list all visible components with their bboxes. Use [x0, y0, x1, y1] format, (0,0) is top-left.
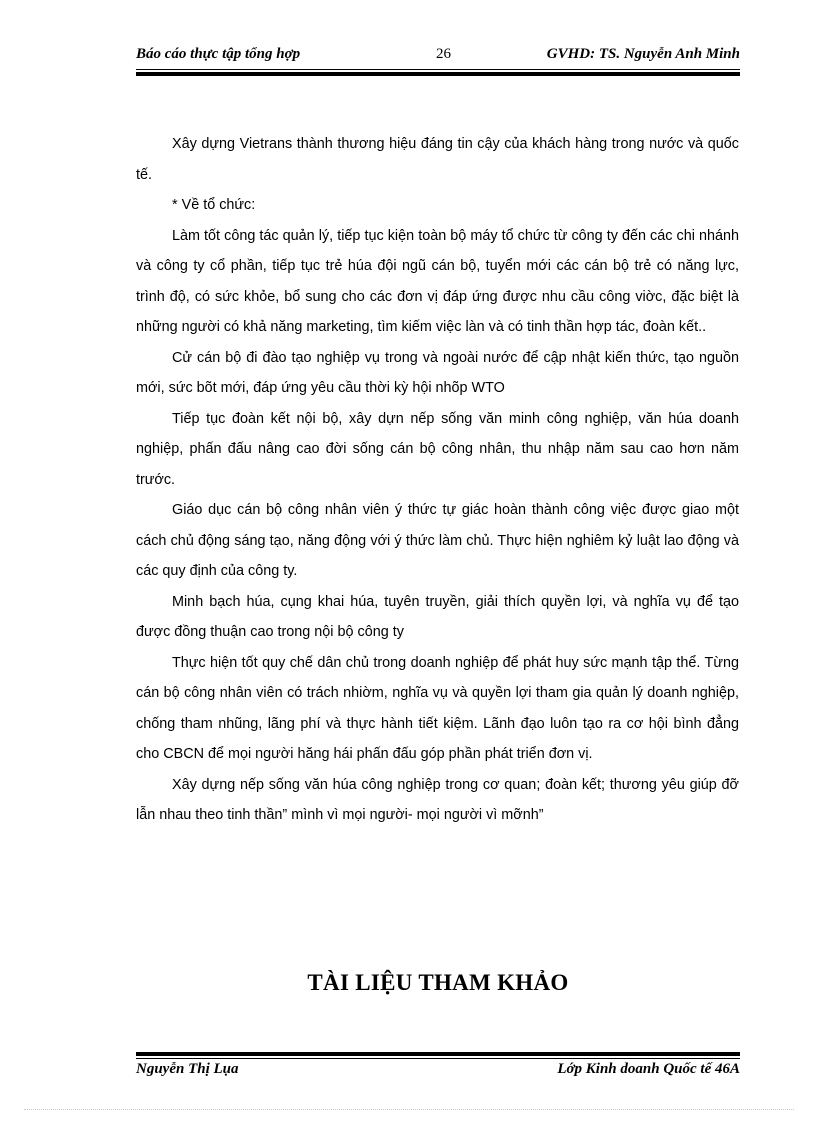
footer-rule-thick: [136, 1052, 740, 1056]
header-rule-thin: [136, 69, 740, 70]
paragraph: Xây dựng nếp sống văn húa công nghiệp trong cơ quan; đoàn kết; thương yêu giúp đỡ lẫn nhau theo tinh thần” mình vì mọi người- mọi người vì mỡnh”: [136, 776, 739, 823]
paragraph: Giáo dục cán bộ công nhân viên ý thức tự giác hoàn thành công việc được giao một cách chủ động sáng tạo, năng động với ý thức làm chủ. Thực hiện nghiêm kỷ luật lao động và các quy định của công ty.: [136, 502, 739, 579]
report-title: Báo cáo thực tập tổng hợp: [136, 46, 301, 62]
page-number: 26: [436, 46, 451, 62]
paragraph: Thực hiện tốt quy chế dân chủ trong doanh nghiệp để phát huy sức mạnh tập thể. Từng cán bộ công nhân viên có trách nhiờm, nghĩa vụ và quyền lợi tham gia quản lý doanh nghiệp, chống tham nhũng, lãng phí và thực hành tiết kiệm. Lãnh đạo luôn tạo ra cơ hội bình đẳng cho CBCN để mọi người hăng hái phấn đấu góp phần phát triển đơn vị.: [136, 654, 739, 762]
page-footer: [136, 1061, 740, 1083]
footer-rule-thin: [136, 1058, 740, 1059]
advisor-name: GVHD: TS. Nguyễn Anh Minh: [546, 46, 740, 62]
header-rule-thick: [136, 72, 740, 76]
paragraph: * Về tổ chức:: [172, 197, 256, 213]
paragraph: Cử cán bộ đi đào tạo nghiệp vụ trong và ngoài nước để cập nhật kiến thức, tạo nguồn mới, sức bõt mới, đáp ứng yêu cầu thời kỳ hội nhõp WTO: [136, 349, 739, 396]
page-boundary: [24, 1109, 794, 1110]
class-name: Lớp Kinh doanh Quốc tế 46A: [557, 1061, 740, 1077]
paragraph: Minh bạch húa, cụng khai húa, tuyên truyền, giải thích quyền lợi, và nghĩa vụ để tạo được đồng thuận cao trong nội bộ công ty: [136, 593, 739, 640]
paragraph: Làm tốt công tác quản lý, tiếp tục kiện toàn bộ máy tổ chức từ công ty đến các chi nhánh và công ty cổ phần, tiếp tục trẻ húa đội ngũ cán bộ, tuyển mới các cán bộ trẻ có năng lực, trình độ, có sức khỏe, bổ sung cho các đơn vị đáp ứng được nhu cầu công viờc, đặc biệt là những người có khả năng marketing, tìm kiếm việc làn và có tinh thần hợp tác, đoàn kết..: [136, 227, 739, 335]
paragraph: Xây dựng Vietrans thành thương hiệu đáng tin cậy của khách hàng trong nước và quốc tế.: [136, 136, 739, 183]
references-heading: TÀI LIỆU THAM KHẢO: [307, 970, 569, 995]
page-header: [136, 46, 740, 70]
paragraph: Tiếp tục đoàn kết nội bộ, xây dựn nếp sống văn minh công nghiệp, văn húa doanh nghiệp, phấn đấu nâng cao đời sống cán bộ công nhân, thu nhập năm sau cao hơn năm trước.: [136, 410, 739, 488]
body-text: [136, 129, 739, 831]
author-name: Nguyễn Thị Lụa: [136, 1061, 239, 1077]
